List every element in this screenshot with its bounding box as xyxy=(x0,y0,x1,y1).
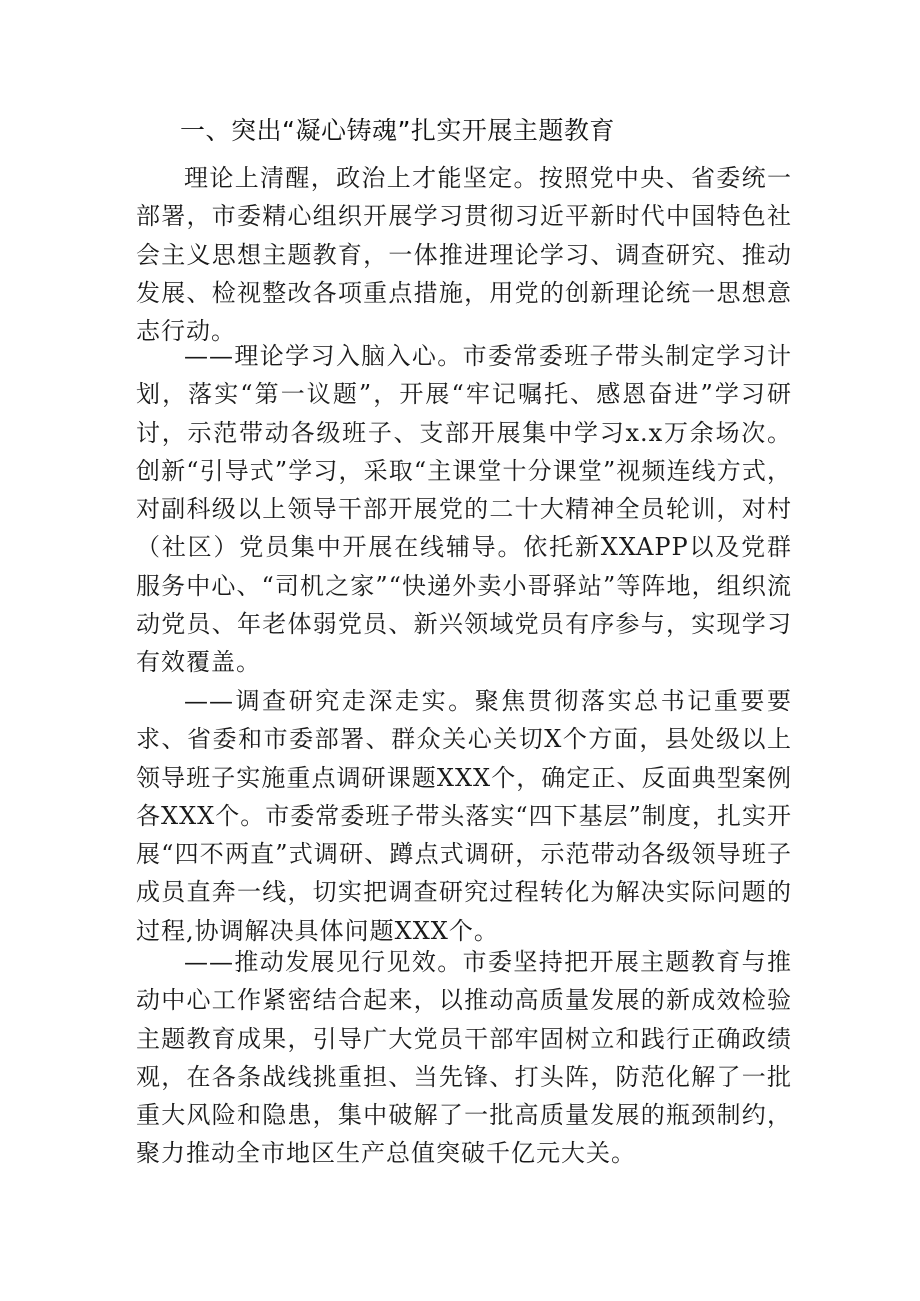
section-heading: 一、突出“凝心铸魂”扎实开展主题教育 xyxy=(180,116,615,145)
paragraph-theory-study: ——理论学习入脑入心。市委常委班子带头制定学习计划，落实“第一议题”，开展“牢记嘱托、感恩奋进”学习研讨，示范带动各级班子、支部开展集中学习x.x万余场次。创新“引导式”学习，采取“主课堂十分课堂”视频连线方式，对副科级以上领导干部开展党的二十大精神全员轮训，对村（社区）党员集中开展在线辅导。依托新XXAPP以及党群服务中心、“司机之家”“快递外卖小哥驿站”等阵地，组织流动党员、年老体弱党员、新兴领域党员有序参与，实现学习有效覆盖。 xyxy=(136,342,792,677)
paragraph-intro: 理论上清醒，政治上才能坚定。按照党中央、省委统一部署，市委精心组织开展学习贯彻习近平新时代中国特色社会主义思想主题教育，一体推进理论学习、调查研究、推动发展、检视整改各项重点措施，用党的创新理论统一思想意志行动。 xyxy=(136,164,792,346)
paragraph-development: ——推动发展见行见效。市委坚持把开展主题教育与推动中心工作紧密结合起来，以推动高质量发展的新成效检验主题教育成果，引导广大党员干部牢固树立和践行正确政绩观，在各条战线挑重担、当先锋、打头阵，防范化解了一批重大风险和隐患，集中破解了一批高质量发展的瓶颈制约，聚力推动全市地区生产总值突破千亿元大关。 xyxy=(136,948,792,1168)
paragraph-research: ——调查研究走深走实。聚焦贯彻落实总书记重要要求、省委和市委部署、群众关心关切X个方面，县处级以上领导班子实施重点调研课题XXX个，确定正、反面典型案例各XXX个。市委常委班子带头落实“四下基层”制度，扎实开展“四不两直”式调研、蹲点式调研，示范带动各级领导班子成员直奔一线，切实把调查研究过程转化为解决实际问题的过程,协调解决具体问题XXX个。 xyxy=(136,687,792,945)
